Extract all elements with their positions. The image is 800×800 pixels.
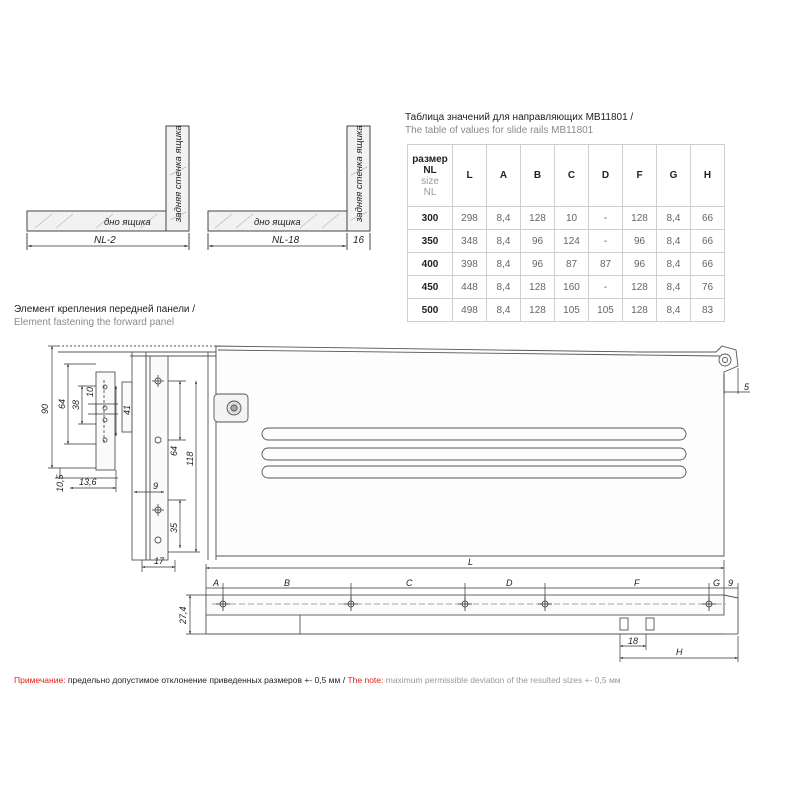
table-cell: 128 xyxy=(521,299,555,322)
header-nl: NL xyxy=(423,164,437,176)
row-nl: 500 xyxy=(408,299,453,322)
table-row xyxy=(408,276,725,299)
dim-13-6: 13,6 xyxy=(79,477,97,487)
table-title-en: The table of values for slide rails МВ11801 xyxy=(405,125,594,136)
table-cell: 96 xyxy=(623,253,657,276)
dim-41: 41 xyxy=(122,404,132,415)
dim-90: 90 xyxy=(40,403,50,414)
dim-16: 16 xyxy=(353,235,365,246)
dim-D: D xyxy=(506,578,513,588)
bottom-label-left: дно ящика xyxy=(104,217,151,228)
dim-27-4: 27,4 xyxy=(178,606,188,624)
dim-10-5: 10,5 xyxy=(55,474,65,492)
dim-B: B xyxy=(284,578,291,588)
dim-10: 10 xyxy=(85,386,95,397)
note-label-ru: Примечание: xyxy=(14,675,66,685)
header-col: G xyxy=(657,145,691,207)
corner-drawing-right xyxy=(208,125,370,250)
header-nl2: NL xyxy=(423,186,437,198)
table-cell: 96 xyxy=(623,230,657,253)
table-cell: - xyxy=(589,276,623,299)
dim-5: 5 xyxy=(744,382,750,392)
dim-G: G xyxy=(713,578,721,588)
table-cell: 128 xyxy=(623,276,657,299)
values-table xyxy=(407,144,725,322)
table-cell: 8,4 xyxy=(657,253,691,276)
table-cell: 498 xyxy=(453,299,487,322)
table-row xyxy=(408,299,725,322)
dim-38: 38 xyxy=(71,399,81,410)
table-cell: 128 xyxy=(521,207,555,230)
table-cell: - xyxy=(589,207,623,230)
table-cell: 10 xyxy=(555,207,589,230)
table-cell: 128 xyxy=(521,276,555,299)
corner-drawing-left xyxy=(27,125,189,250)
table-cell: 398 xyxy=(453,253,487,276)
dim-L: L xyxy=(468,557,474,567)
dim-nl18: NL-18 xyxy=(272,235,300,246)
table-cell: 105 xyxy=(589,299,623,322)
table-cell: 8,4 xyxy=(657,230,691,253)
table-cell: 87 xyxy=(589,253,623,276)
table-cell: 8,4 xyxy=(487,299,521,322)
row-nl: 450 xyxy=(408,276,453,299)
back-wall-label-right: задняя стенка ящика xyxy=(354,125,365,222)
note-text-ru: предельно допустимое отклонение приведенных размеров +- 0,5 мм / xyxy=(65,675,348,685)
dim-17: 17 xyxy=(154,556,165,566)
header-col: D xyxy=(589,145,623,207)
table-cell: 128 xyxy=(623,207,657,230)
dim-118: 118 xyxy=(185,451,195,466)
note-text-en: maximum permissible deviation of the resulted sizes +- 0,5 мм xyxy=(383,675,621,685)
dim-18: 18 xyxy=(628,636,639,646)
header-col: L xyxy=(453,145,487,207)
bottom-label-right: дно ящика xyxy=(254,217,301,228)
table-cell: 66 xyxy=(691,207,725,230)
rail-bottom-view xyxy=(206,595,738,634)
dim-64b: 64 xyxy=(169,445,179,456)
fastening-title-en: Element fastening the forward panel xyxy=(14,317,175,328)
dim-9a: 9 xyxy=(153,481,159,491)
table-cell: 8,4 xyxy=(487,207,521,230)
dim-C: C xyxy=(406,578,413,588)
table-cell: 8,4 xyxy=(657,276,691,299)
table-cell: 124 xyxy=(555,230,589,253)
fastening-dims xyxy=(48,346,200,572)
table-cell: 8,4 xyxy=(657,207,691,230)
table-cell: 83 xyxy=(691,299,725,322)
table-cell: 66 xyxy=(691,253,725,276)
header-col: C xyxy=(555,145,589,207)
back-wall-label-left: задняя стенка ящика xyxy=(173,125,184,222)
table-cell: 76 xyxy=(691,276,725,299)
table-cell: 298 xyxy=(453,207,487,230)
table-cell: 8,4 xyxy=(487,253,521,276)
row-nl: 350 xyxy=(408,230,453,253)
dim-64a: 64 xyxy=(57,398,67,409)
table-cell: 8,4 xyxy=(487,276,521,299)
table-cell: - xyxy=(589,230,623,253)
dim-35: 35 xyxy=(169,522,179,533)
table-cell: 128 xyxy=(623,299,657,322)
dim-A: A xyxy=(213,578,220,588)
dim-H: H xyxy=(676,647,683,657)
table-row xyxy=(408,207,725,230)
table-row xyxy=(408,253,725,276)
table-header-row xyxy=(408,145,725,207)
row-nl: 400 xyxy=(408,253,453,276)
table-cell: 87 xyxy=(555,253,589,276)
table-cell: 8,4 xyxy=(657,299,691,322)
dim-nl2: NL-2 xyxy=(94,235,116,246)
footnote xyxy=(14,675,621,685)
dim-F: F xyxy=(634,578,640,588)
table-cell: 8,4 xyxy=(487,230,521,253)
dim-9b: 9 xyxy=(728,578,734,588)
table-cell: 448 xyxy=(453,276,487,299)
table-cell: 105 xyxy=(555,299,589,322)
table-title-ru: Таблица значений для направляющих МВ11801 / xyxy=(405,112,634,123)
table-cell: 66 xyxy=(691,230,725,253)
table-cell: 160 xyxy=(555,276,589,299)
header-col: B xyxy=(521,145,555,207)
header-col: F xyxy=(623,145,657,207)
note-label-en: The note: xyxy=(347,675,384,685)
header-ru: размер xyxy=(412,153,448,165)
row-nl: 300 xyxy=(408,207,453,230)
table-cell: 348 xyxy=(453,230,487,253)
table-row xyxy=(408,230,725,253)
header-col: H xyxy=(691,145,725,207)
table-cell: 96 xyxy=(521,253,555,276)
header-size: size xyxy=(421,175,439,187)
fastening-title-ru: Элемент крепления передней панели / xyxy=(14,304,196,315)
rail-side-view xyxy=(214,346,750,556)
table-cell: 96 xyxy=(521,230,555,253)
header-size-cell xyxy=(408,145,453,207)
header-col: A xyxy=(487,145,521,207)
